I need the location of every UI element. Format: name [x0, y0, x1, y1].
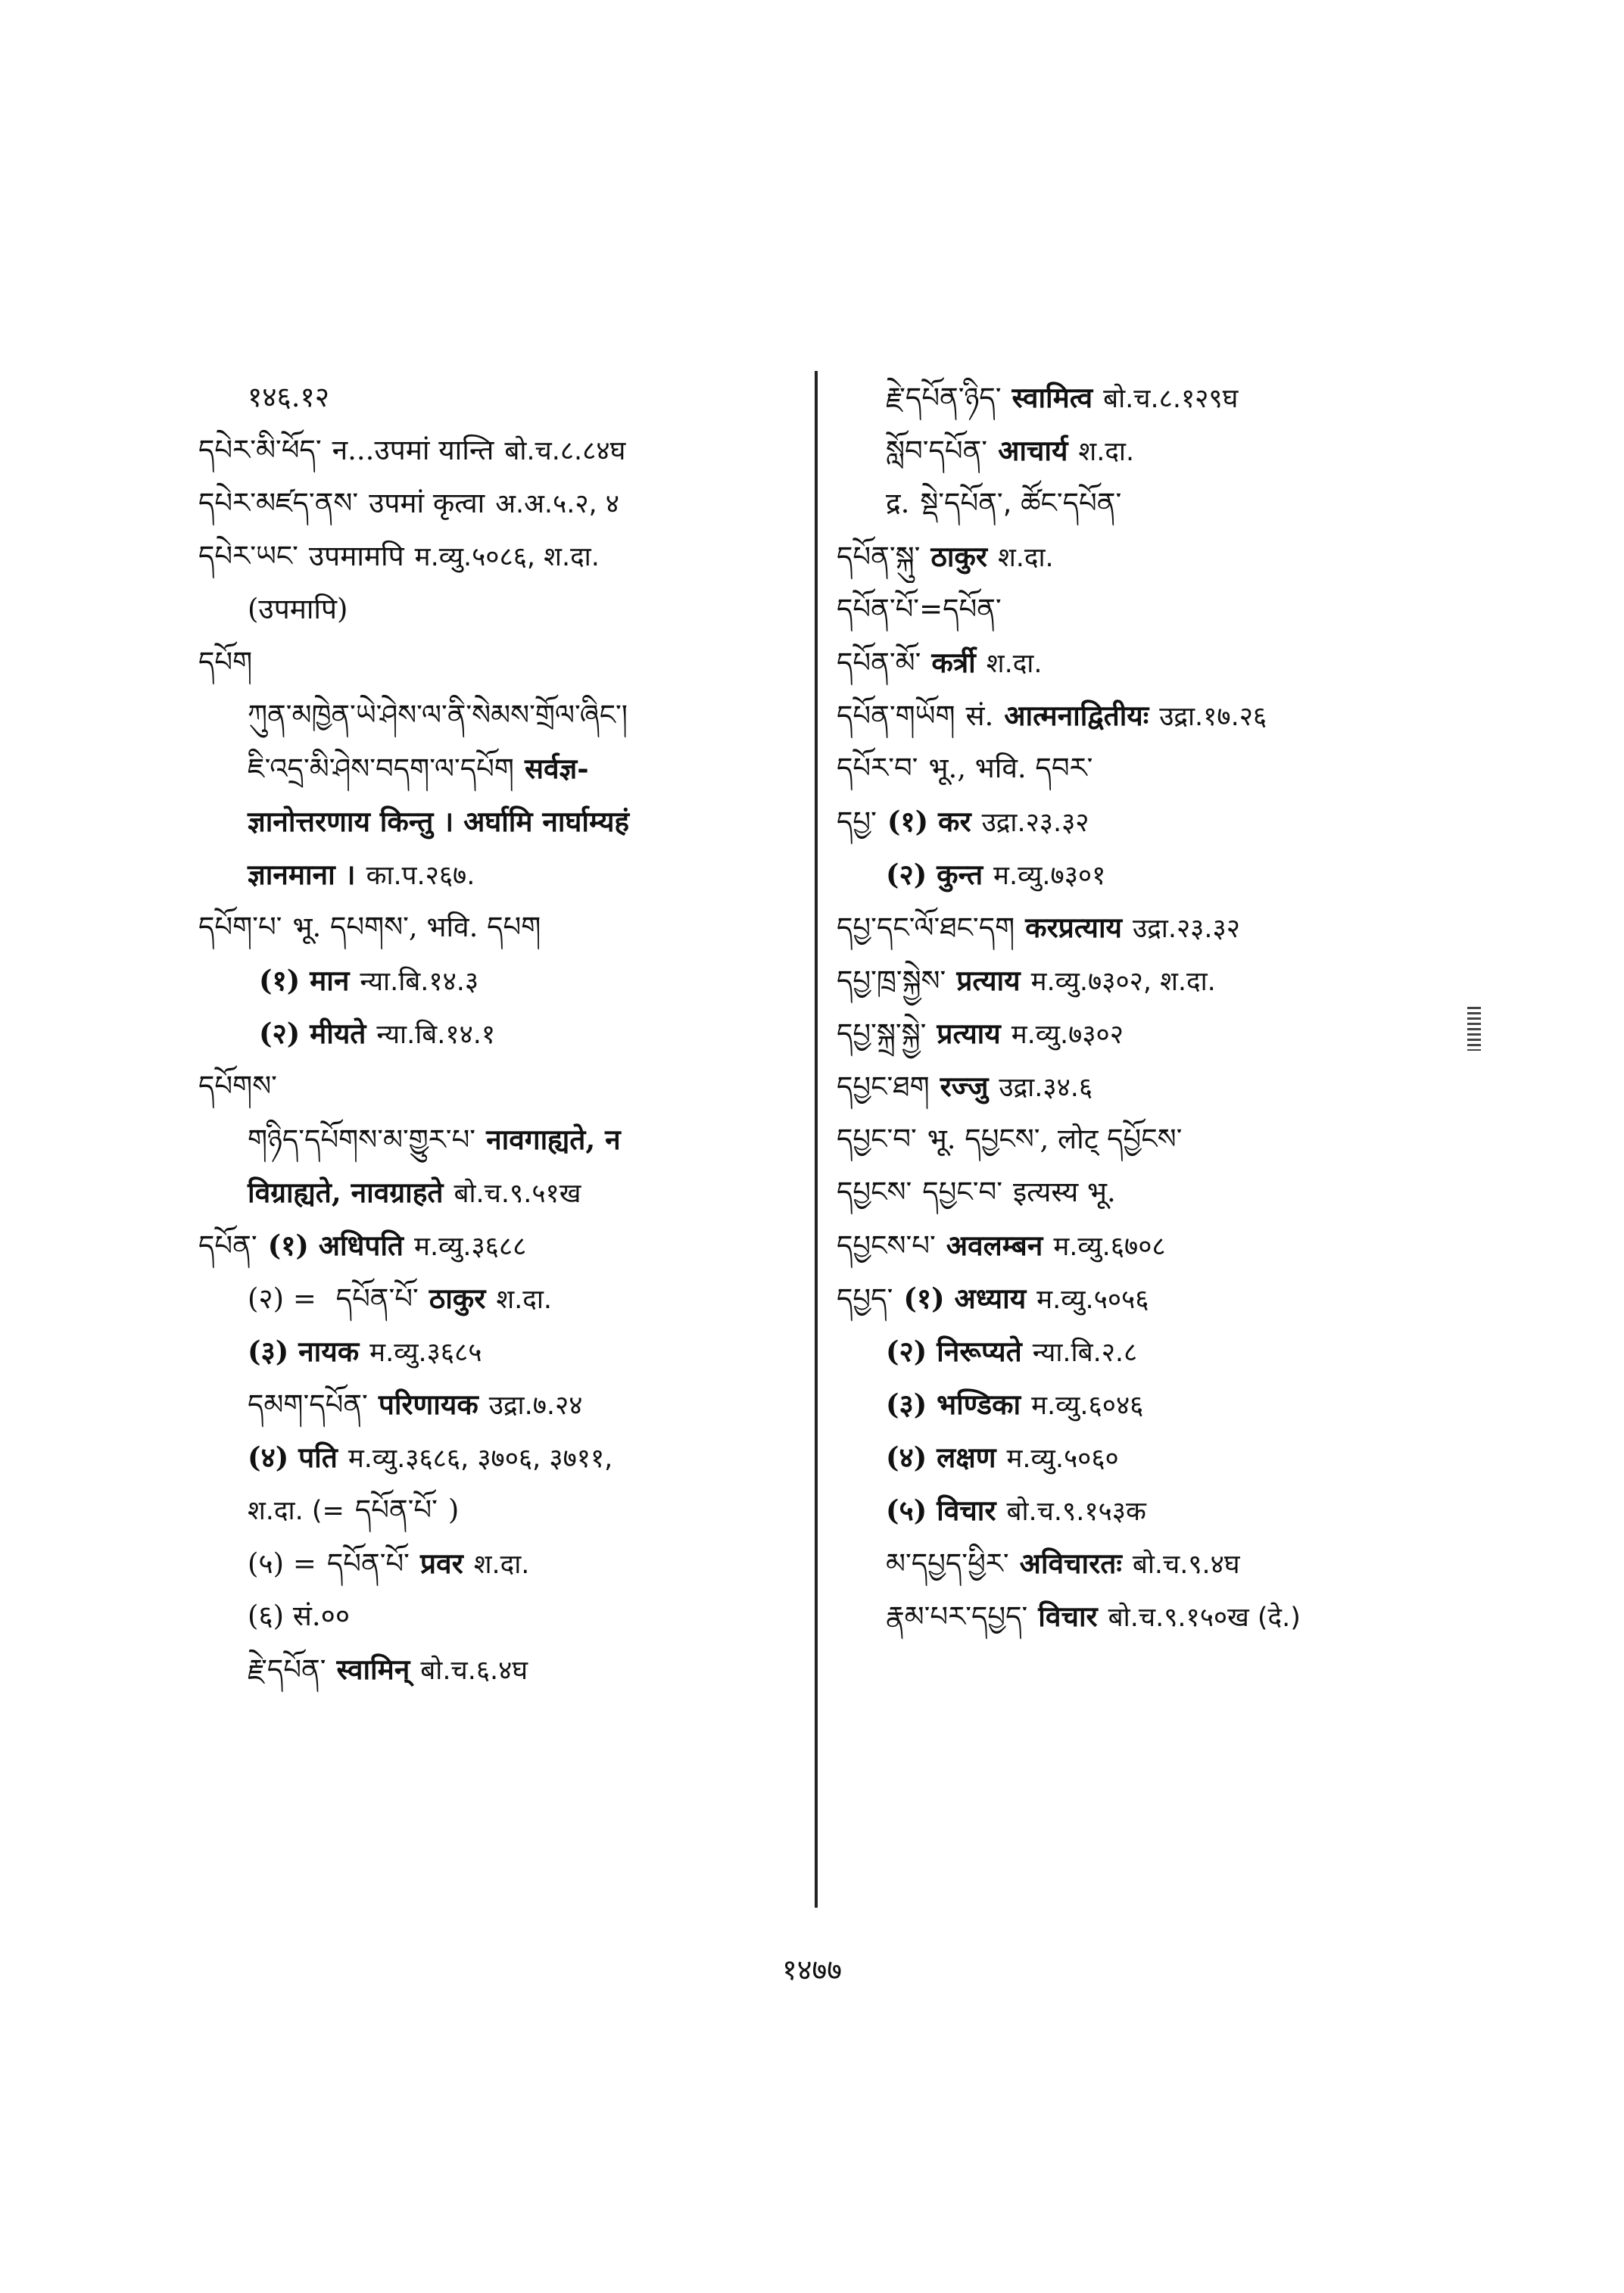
source-reference: बो.च.९.४घ	[1132, 1550, 1240, 1580]
source-reference: म.व्यु.६०४६	[1031, 1391, 1144, 1421]
tibetan-term: རྣམ་པར་དཔྱད་	[886, 1600, 1028, 1633]
tibetan-term: དཔྱང་བ་	[922, 1176, 1002, 1208]
source-reference: का.प.२६७.	[366, 861, 475, 891]
entry-headword-line	[198, 1219, 800, 1272]
sanskrit-gloss: ज्ञानोत्तरणाय किन्तु । अर्घामि नार्घाम्यहं	[248, 805, 630, 838]
source-reference: उद्रा.७.२४	[488, 1391, 583, 1421]
entry-headword-line	[837, 1060, 1457, 1113]
source-reference: म.व्यु.५०६०	[1006, 1444, 1119, 1474]
sanskrit-gloss: भू. དཔྱངས་, लोट् དཔྱོངས་	[927, 1123, 1183, 1155]
entry-headword-line	[837, 583, 1457, 636]
source-reference: न्या.बि.१४.१	[376, 1020, 496, 1050]
entry-sense-line	[837, 1431, 1457, 1484]
source-reference: म.व्यु.७३०१	[993, 861, 1106, 891]
tibetan-term: དཔོག	[198, 646, 253, 678]
entry-sense-line	[837, 1590, 1457, 1643]
sanskrit-gloss: (१) मान	[259, 964, 350, 997]
left-column	[198, 371, 800, 1696]
tibetan-term: མ་དཔྱད་ཕྱིར་	[886, 1547, 1009, 1580]
source-reference: म.व्यु.७३०२, श.दा.	[1030, 967, 1216, 997]
sanskrit-gloss: रज्जु	[940, 1070, 989, 1103]
source-reference: बो.च.९.५१ख	[454, 1179, 581, 1209]
sanskrit-gloss: आत्मनाद्वितीयः	[1004, 699, 1149, 732]
sanskrit-gloss: नावगाह्यते, न	[486, 1123, 621, 1156]
sanskrit-gloss: (२) निरूप्यते	[886, 1335, 1022, 1368]
entry-sense-line	[198, 848, 800, 901]
source-reference: म.व्यु.५०५६	[1036, 1285, 1149, 1315]
source-reference: बो.च.८.१२९घ	[1103, 384, 1239, 414]
entry-sense-line	[198, 1431, 800, 1484]
entry-sense-line	[198, 583, 800, 636]
entry-headword-line	[837, 954, 1457, 1007]
sanskrit-gloss: विग्राह्यते, नावग्राहते	[248, 1176, 444, 1209]
tibetan-term: དཔྱངས་	[837, 1176, 912, 1208]
entry-sense-line	[198, 1325, 800, 1378]
source-reference: उद्रा.२३.३२	[1133, 914, 1240, 944]
sanskrit-gloss: द्र.	[886, 487, 910, 519]
source-reference: म.व्यु.६७०८	[1053, 1232, 1166, 1262]
entry-headword-line	[837, 1166, 1457, 1219]
entry-sense-line	[837, 1484, 1457, 1537]
tibetan-term: དཔོགས་	[198, 1070, 277, 1102]
tibetan-term: གཉིད་དཔོགས་མ་གྱུར་པ་	[248, 1123, 476, 1156]
source-reference: श.दा.	[473, 1550, 530, 1580]
sanskrit-gloss: (२) कुन्त	[886, 858, 983, 891]
sanskrit-gloss: ज्ञानमाना ।	[248, 858, 356, 891]
sanskrit-gloss: (४) लक्षण	[886, 1441, 996, 1474]
entry-sense-line	[198, 1643, 800, 1696]
sanskrit-gloss: स्वामिन्	[336, 1653, 410, 1686]
tibetan-term: དཔོར་བ་	[837, 752, 918, 784]
tibetan-term: དཔོན་པོ་	[326, 1547, 410, 1580]
sanskrit-gloss: अवलम्बन	[946, 1229, 1043, 1262]
column-divider	[815, 371, 818, 1908]
source-reference: न्या.बि.२.८	[1032, 1338, 1138, 1368]
source-reference: श.दा.	[1078, 437, 1135, 467]
tibetan-term: དཔོག་པ་	[198, 911, 282, 943]
source-reference: बो.च.९.१५०ख (दे.)	[1108, 1603, 1301, 1633]
source-reference: उद्रा.२३.३२	[981, 808, 1089, 838]
entry-sense-line	[198, 1484, 800, 1537]
tibetan-term: དཔྱངས་པ་	[837, 1229, 936, 1262]
entry-sense-line	[837, 371, 1457, 424]
entry-sense-line	[198, 1166, 800, 1219]
tibetan-term: དཔོན་སྐུ་	[837, 541, 921, 573]
sanskrit-gloss: स्वामित्व	[1011, 381, 1093, 414]
entry-sense-line	[198, 795, 800, 848]
source-reference: श.दा. (=	[248, 1496, 344, 1526]
source-reference: उद्रा.३४.६	[999, 1073, 1093, 1103]
tibetan-term: དཔེར་མཛད་ནས་	[198, 487, 359, 519]
entry-sense-line	[837, 477, 1457, 530]
tibetan-term: དཔེར་མི་ཕོད་	[198, 434, 322, 466]
sanskrit-gloss: (५) =	[248, 1547, 316, 1580]
margin-mark	[1467, 1007, 1481, 1051]
entry-headword-line	[198, 636, 800, 689]
tibetan-term: དཔྱ་	[837, 805, 877, 838]
sanskrit-gloss: इत्यस्य भू.	[1012, 1176, 1116, 1208]
sanskrit-gloss: परिणायक	[378, 1388, 478, 1421]
tibetan-term: དཔོན་	[198, 1229, 257, 1262]
sanskrit-gloss: ठाकुर	[429, 1282, 486, 1315]
entry-headword-line	[837, 1007, 1457, 1060]
entry-sense-line	[198, 954, 800, 1007]
entry-sense-line	[198, 1378, 800, 1431]
tibetan-term: དཔོན་པོ་	[354, 1494, 438, 1526]
sanskrit-gloss: (१) अधिपति	[267, 1229, 404, 1262]
source-reference: म.व्यु.३६८८	[414, 1232, 527, 1262]
sanskrit-gloss: १४६.१२	[248, 381, 329, 413]
sanskrit-gloss: करप्रत्याय	[1025, 911, 1123, 944]
entry-sense-line	[198, 1113, 800, 1166]
entry-headword-line	[837, 742, 1457, 795]
sanskrit-gloss: (३) भण्डिका	[886, 1388, 1021, 1421]
sanskrit-gloss: प्रवर	[419, 1547, 463, 1580]
tibetan-term: དཔྱ་སྐྲ་སྐྱེ་	[837, 1017, 927, 1050]
source-reference: म.व्यु.३६८६, ३७०६, ३७११,	[348, 1444, 613, 1474]
sanskrit-gloss: न...उपमां यान्ति	[332, 434, 494, 466]
entry-sense-line	[198, 1272, 800, 1325]
sanskrit-gloss: भू., भवि. དབར་	[928, 752, 1093, 784]
tibetan-term: ཇི་འདྲ་མི་ཤེས་བདག་ལ་དཔོག	[248, 752, 514, 785]
sanskrit-gloss: भू. དཔགས་, भवि. དཔག	[292, 911, 541, 943]
entry-headword-line	[198, 424, 800, 477]
source-reference: श.दा.	[496, 1285, 553, 1315]
entry-sense-line	[837, 424, 1457, 477]
source-reference: म.व्यु.३६८५	[369, 1338, 482, 1368]
sanskrit-gloss: उपमां कृत्वा	[369, 487, 485, 519]
sanskrit-gloss: (उपमापि)	[248, 593, 348, 625]
sanskrit-gloss: (२) मीयते	[259, 1017, 366, 1050]
sanskrit-gloss: विचार	[1038, 1600, 1098, 1633]
source-reference: म.व्यु.५०८६, श.दा.	[414, 542, 600, 572]
sanskrit-gloss: )	[447, 1494, 460, 1526]
entry-headword-line	[837, 901, 1457, 954]
entry-headword-line	[198, 477, 800, 530]
source-reference: न्या.बि.१४.३	[360, 967, 479, 997]
source-reference: बो.च.६.४घ	[420, 1656, 528, 1686]
sanskrit-gloss: (३) नायक	[248, 1335, 360, 1368]
sanskrit-gloss: प्रत्याय	[937, 1017, 1001, 1050]
tibetan-term: དཔྱ་ཁྲ་སྐྱེས་	[837, 964, 946, 997]
source-reference: उद्रा.१७.२६	[1159, 702, 1267, 732]
entry-headword-line	[198, 901, 800, 954]
sanskrit-gloss: (६) सं.००	[248, 1600, 351, 1632]
sanskrit-gloss: कर्त्री	[931, 646, 976, 679]
sanskrit-gloss: (४) पति	[248, 1441, 338, 1474]
tibetan-term: སྡེ་དཔོན་, ཚོང་དཔོན་	[920, 487, 1122, 519]
tibetan-term: དཔྱང་བ་	[837, 1123, 917, 1155]
tibetan-term: རྗེ་དཔོན་	[248, 1653, 326, 1686]
source-reference: अ.अ.५.२, ४	[495, 489, 619, 519]
tibetan-term: སློབ་དཔོན་	[886, 435, 988, 467]
entry-sense-line	[198, 1590, 800, 1643]
tibetan-term: རྗེ་དཔོན་ཉིད་	[886, 382, 1002, 414]
tibetan-term: དཔྱད་	[837, 1282, 893, 1315]
source-reference: बो.च.९.१५३क	[1006, 1497, 1146, 1527]
sanskrit-gloss: सर्वज्ञ-	[524, 752, 589, 785]
sanskrit-gloss: अविचारतः	[1019, 1547, 1122, 1580]
entry-headword-line	[837, 1113, 1457, 1166]
tibetan-term: དཔོན་གཡོག	[837, 699, 955, 732]
tibetan-term: དམག་དཔོན་	[248, 1388, 368, 1421]
sanskrit-gloss: (२) =	[248, 1282, 326, 1315]
entry-headword-line	[837, 689, 1457, 742]
entry-sense-line	[837, 1325, 1457, 1378]
entry-headword-line	[837, 795, 1457, 848]
entry-headword-line	[198, 1060, 800, 1113]
entry-sense-line	[198, 742, 800, 795]
sanskrit-gloss: सं.	[965, 699, 994, 732]
tibetan-term: དཔྱང་ཐག	[837, 1070, 930, 1103]
entry-headword-line	[198, 530, 800, 583]
entry-headword-line	[837, 1219, 1457, 1272]
source-reference: बो.च.८.८४घ	[504, 436, 626, 466]
sanskrit-gloss: आचार्य	[998, 434, 1068, 467]
sanskrit-gloss: (५) विचार	[886, 1494, 996, 1527]
sanskrit-gloss: (१) कर	[887, 805, 971, 838]
tibetan-term: དཔོན་པོ་	[335, 1282, 419, 1315]
tibetan-term: དཔྱ་དང་ལོ་ཐང་དག	[837, 911, 1015, 944]
entry-headword-line	[837, 530, 1457, 583]
entry-headword-line	[837, 1272, 1457, 1325]
entry-sense-line	[198, 1537, 800, 1590]
entry-sense-line	[837, 1378, 1457, 1431]
entry-sense-line	[198, 371, 800, 424]
entry-sense-line	[198, 1007, 800, 1060]
source-reference: म.व्यु.७३०२	[1011, 1020, 1124, 1050]
sanskrit-gloss: ठाकुर	[930, 540, 987, 573]
tibetan-term: དཔོན་མོ་	[837, 646, 921, 679]
entry-sense-line	[198, 689, 800, 742]
sanskrit-gloss: उपमामपि	[308, 540, 404, 572]
entry-sense-line	[837, 1537, 1457, 1590]
tibetan-term: དཔེར་ཡང་	[198, 540, 298, 572]
tibetan-term: དཔོན་པོ་=དཔོན་	[837, 593, 1002, 625]
source-reference: श.दा.	[997, 543, 1054, 573]
source-reference: श.दा.	[986, 649, 1043, 679]
sanskrit-gloss: प्रत्याय	[956, 964, 1021, 997]
tibetan-term: ཀུན་མཁྱེན་ཡེ་ཤེས་ལ་ནི་སེམས་གྲོལ་ཞིང་།	[248, 699, 628, 731]
sanskrit-gloss: (१) अध्याय	[903, 1282, 1027, 1315]
entry-headword-line	[837, 636, 1457, 689]
right-column	[837, 371, 1457, 1643]
entry-sense-line	[837, 848, 1457, 901]
page-number: १४७७	[781, 1953, 843, 1986]
